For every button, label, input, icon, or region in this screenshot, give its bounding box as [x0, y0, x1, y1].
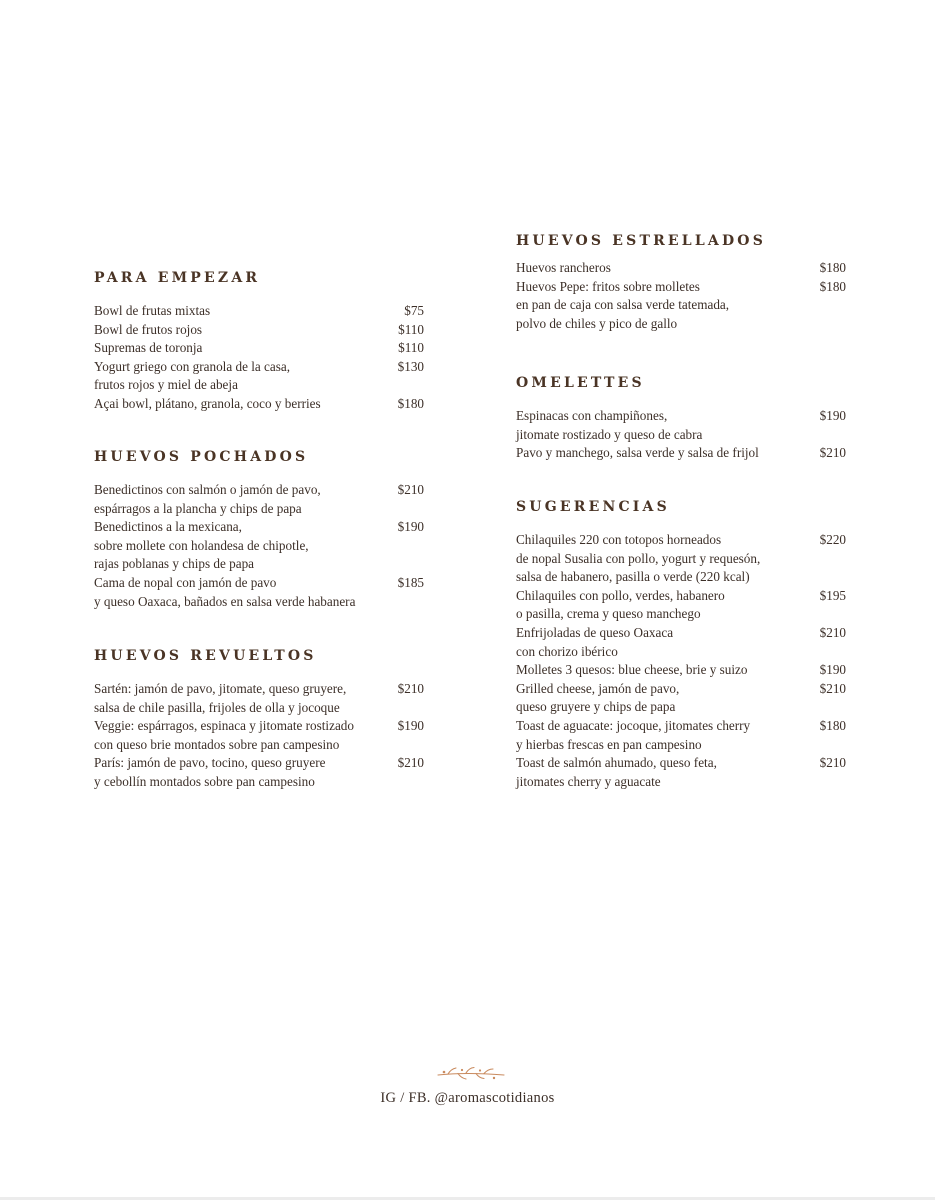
- item-price: $210: [819, 755, 846, 771]
- item-price: $110: [398, 340, 424, 356]
- item-price: $210: [397, 681, 424, 696]
- menu-item: [94, 339, 424, 358]
- menu-item: [516, 259, 846, 278]
- item-description: Espinacas con champiñones, jitomate rostizado y queso de cabra: [516, 408, 703, 442]
- item-list: [94, 481, 424, 611]
- item-description: Chilaquiles 220 con totopos horneados de nopal Susalia con pollo, yogurt y requesón, salsa de habanero, pasilla o verde (220 kcal): [516, 532, 761, 585]
- item-price: $220: [819, 532, 846, 547]
- social-handle: IG / FB. @aromascotidianos: [380, 1090, 555, 1106]
- item-price: $190: [397, 718, 424, 734]
- item-price: $195: [819, 587, 846, 603]
- menu-item: [94, 680, 424, 717]
- item-price: $210: [819, 680, 846, 696]
- section-sugerencias: [516, 497, 846, 791]
- menu-item: [94, 358, 424, 395]
- menu-item: [516, 661, 846, 680]
- item-price: $190: [819, 662, 846, 678]
- item-price: $210: [397, 482, 424, 497]
- item-price: $75: [404, 303, 424, 318]
- item-list: [94, 302, 424, 414]
- item-price: $190: [819, 408, 846, 423]
- menu-item: [94, 481, 424, 518]
- item-description: Toast de salmón ahumado, queso feta, jitomates cherry y aguacate: [516, 755, 717, 789]
- item-description: Benedictinos a la mexicana, sobre mollete con holandesa de chipotle, rajas poblanas y chips de papa: [94, 519, 309, 572]
- item-description: Pavo y manchego, salsa verde y salsa de frijol: [516, 445, 759, 461]
- item-price: $110: [398, 321, 424, 337]
- menu-item: [516, 754, 846, 791]
- item-price: $210: [819, 624, 846, 640]
- menu-item: [94, 302, 424, 321]
- menu-item: [516, 531, 846, 587]
- item-list: [516, 531, 846, 791]
- item-description: Enfrijoladas de queso Oaxaca con chorizo ibérico: [516, 624, 674, 659]
- item-description: Huevos Pepe: fritos sobre molletes en pan de caja con salsa verde tatemada, polvo de chiles y pico de gallo: [516, 278, 730, 331]
- item-description: Toast de aguacate: jocoque, jitomates cherry y hierbas frescas en pan campesino: [516, 717, 751, 752]
- section-heading: OMELETTES: [516, 375, 645, 391]
- section-heading: SUGERENCIAS: [516, 499, 670, 515]
- item-description: Molletes 3 quesos: blue cheese, brie y suizo: [516, 662, 748, 678]
- menu-item: [94, 717, 424, 754]
- item-description: Bowl de frutas mixtas: [94, 303, 211, 318]
- item-description: Sartén: jamón de pavo, jitomate, queso gruyere, salsa de chile pasilla, frijoles de olla y jocoque: [94, 681, 347, 715]
- section-heading: HUEVOS POCHADOS: [94, 449, 309, 465]
- leaf-branch-icon: [436, 1066, 506, 1082]
- section-heading: HUEVOS ESTRELLADOS: [516, 233, 767, 249]
- item-description: Veggie: espárragos, espinaca y jitomate rostizado con queso brie montados sobre pan campesino: [94, 718, 354, 752]
- section-heading: HUEVOS REVUELTOS: [94, 648, 317, 664]
- item-description: París: jamón de pavo, tocino, queso gruyere y cebollín montados sobre pan campesino: [94, 755, 326, 789]
- menu-item: [516, 278, 846, 334]
- menu-item: [94, 321, 424, 340]
- item-description: Grilled cheese, jamón de pavo, queso gruyere y chips de papa: [516, 680, 680, 715]
- item-price: $180: [819, 717, 846, 733]
- item-description: Supremas de toronja: [94, 340, 203, 356]
- item-list: [516, 407, 846, 463]
- menu-item: [516, 587, 846, 624]
- menu-item: [516, 717, 846, 754]
- menu-item: [516, 407, 846, 444]
- section-huevos-revueltos: [94, 646, 424, 792]
- item-list: [516, 259, 846, 333]
- menu-item: [94, 754, 424, 791]
- item-price: $130: [397, 358, 424, 374]
- item-price: $210: [819, 445, 846, 461]
- menu-item: [94, 518, 424, 574]
- item-description: Cama de nopal con jamón de pavo y queso Oaxaca, bañados en salsa verde habanera: [94, 574, 356, 609]
- item-price: $190: [397, 519, 424, 535]
- section-omelettes: [516, 373, 846, 463]
- menu-item: [516, 680, 846, 717]
- item-price: $180: [819, 278, 846, 294]
- item-description: Bowl de frutos rojos: [94, 321, 203, 337]
- item-price: $180: [397, 395, 424, 411]
- section-huevos-pochados: [94, 447, 424, 611]
- menu-item: [516, 444, 846, 463]
- section-heading: PARA EMPEZAR: [94, 270, 261, 286]
- item-description: Huevos rancheros: [516, 260, 611, 275]
- item-description: Chilaquiles con pollo, verdes, habanero o pasilla, crema y queso manchego: [516, 587, 725, 622]
- menu-item: [94, 395, 424, 414]
- section-para-empezar: [94, 268, 424, 414]
- item-description: Benedictinos con salmón o jamón de pavo, espárragos a la plancha y chips de papa: [94, 482, 321, 516]
- menu-item: [94, 574, 424, 611]
- menu-item: [516, 624, 846, 661]
- item-list: [94, 680, 424, 792]
- item-price: $185: [397, 574, 424, 590]
- item-price: $210: [397, 755, 424, 771]
- item-price: $180: [819, 260, 846, 275]
- item-description: Yogurt griego con granola de la casa, frutos rojos y miel de abeja: [94, 358, 291, 393]
- item-description: Açai bowl, plátano, granola, coco y berries: [94, 395, 321, 411]
- section-huevos-estrellados: [516, 231, 846, 333]
